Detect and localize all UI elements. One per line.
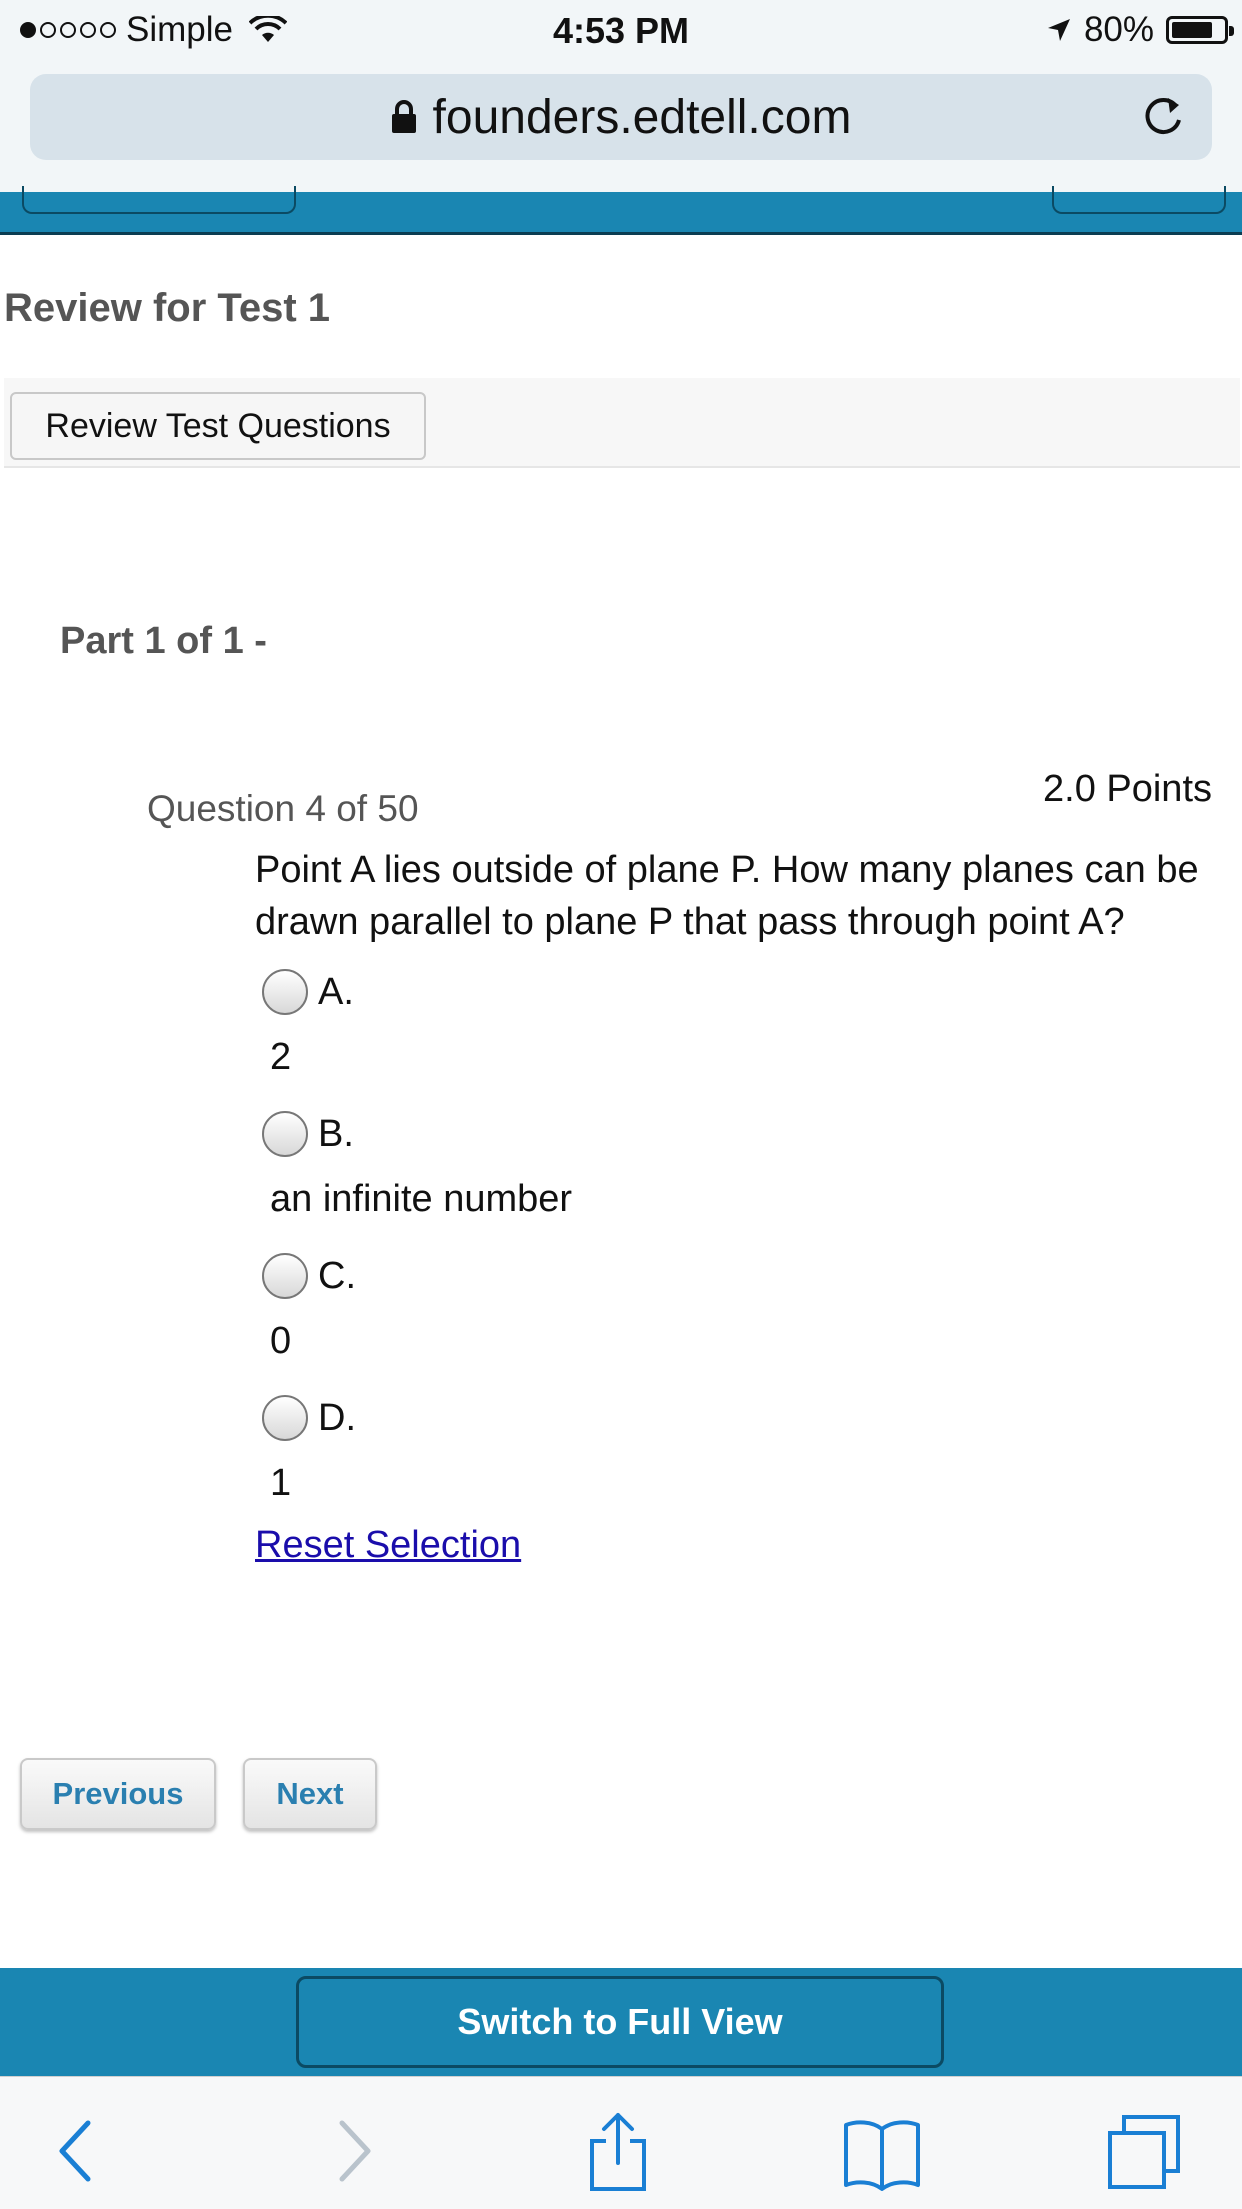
header-action-button[interactable]	[1052, 186, 1226, 214]
status-right	[1046, 10, 1228, 50]
browser-address-bar	[0, 62, 1242, 192]
location-arrow-icon	[1046, 17, 1072, 43]
battery-icon	[1166, 16, 1228, 44]
previous-button[interactable]: Previous	[20, 1758, 216, 1830]
lock-icon	[391, 100, 417, 134]
option-d-answer: 1	[270, 1462, 292, 1504]
option-c-letter: C.	[318, 1254, 356, 1297]
option-a-answer: 2	[270, 1036, 292, 1078]
page-title: Review for Test 1	[4, 286, 331, 330]
option-d-letter: D.	[318, 1396, 356, 1439]
switch-to-full-view-button[interactable]: Switch to Full View	[296, 1976, 944, 2068]
option-d[interactable]	[262, 1392, 356, 1444]
option-b-answer: an infinite number	[270, 1178, 573, 1220]
tabs-icon[interactable]	[1104, 2111, 1184, 2191]
battery-percent: 80%	[1083, 10, 1154, 49]
url-field[interactable]	[30, 74, 1212, 160]
clock: 4:53 PM	[552, 10, 690, 51]
reset-selection-link[interactable]: Reset Selection	[255, 1524, 522, 1566]
option-c-answer: 0	[270, 1320, 292, 1362]
option-c[interactable]	[262, 1250, 356, 1302]
forward-icon[interactable]	[312, 2111, 392, 2191]
site-footer	[0, 1968, 1242, 2076]
header-menu-button[interactable]	[22, 186, 296, 214]
share-icon[interactable]	[578, 2111, 658, 2191]
question-points: 2.0 Points	[1043, 768, 1212, 810]
next-button[interactable]: Next	[243, 1758, 377, 1830]
status-bar	[0, 0, 1242, 62]
option-b[interactable]	[262, 1108, 354, 1160]
site-header	[0, 192, 1242, 235]
carrier-name: Simple	[126, 10, 233, 49]
option-c-radio[interactable]	[262, 1253, 308, 1299]
option-a[interactable]	[262, 966, 354, 1018]
part-title: Part 1 of 1 -	[60, 620, 267, 662]
question-number: Question 4 of 50	[147, 788, 419, 829]
option-a-letter: A.	[318, 970, 354, 1013]
option-d-radio[interactable]	[262, 1395, 308, 1441]
option-a-radio[interactable]	[262, 969, 308, 1015]
option-b-radio[interactable]	[262, 1111, 308, 1157]
page-toolbar	[4, 378, 1240, 468]
reload-icon[interactable]	[1138, 92, 1188, 142]
question-text: Point A lies outside of plane P. How many planes can be drawn parallel to plane P that pass through point A?	[255, 849, 1199, 943]
bookmarks-icon[interactable]	[842, 2111, 922, 2191]
option-b-letter: B.	[318, 1112, 354, 1155]
url-text: founders.edtell.com	[432, 90, 852, 144]
back-icon[interactable]	[38, 2111, 118, 2191]
browser-toolbar	[0, 2076, 1242, 2209]
review-test-questions-button[interactable]: Review Test Questions	[10, 392, 426, 460]
